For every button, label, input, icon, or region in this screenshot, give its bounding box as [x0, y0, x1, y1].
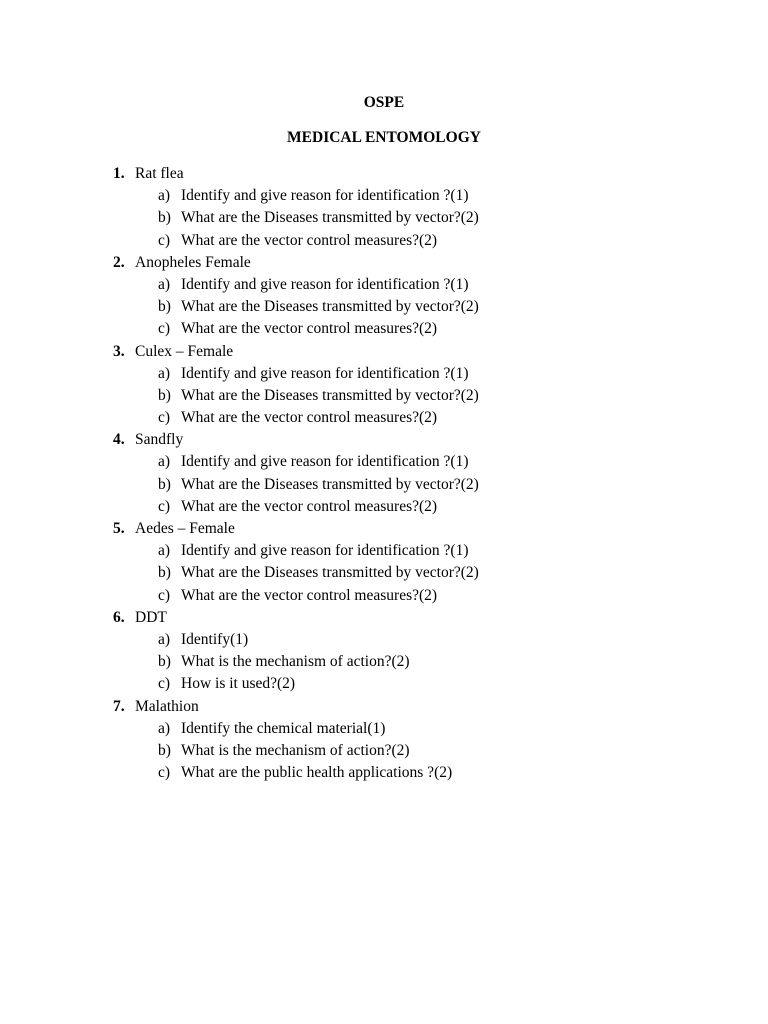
- subquestion-letter: a): [158, 187, 171, 205]
- subquestion-letter: a): [158, 719, 171, 737]
- subquestion-text: What are the Diseases transmitted by vector?(2): [181, 386, 479, 404]
- question-number: 4.: [113, 431, 125, 449]
- subquestion-text: Identify and give reason for identification ?(1): [181, 542, 469, 560]
- subquestion-letter: c): [158, 231, 171, 249]
- subquestion-item: [158, 474, 479, 496]
- subquestion-text: What are the vector control measures?(2): [181, 409, 438, 427]
- question-heading: [113, 518, 479, 540]
- question-item: [113, 341, 479, 430]
- subquestion-text: What are the vector control measures?(2): [181, 497, 438, 515]
- subquestion-text: Identify(1): [181, 630, 249, 648]
- question-item: [113, 163, 479, 252]
- question-title: DDT: [135, 608, 167, 626]
- subquestion-item: [158, 296, 479, 318]
- question-title: Malathion: [135, 697, 199, 715]
- subquestion-letter: b): [158, 564, 171, 582]
- subquestion-item: [158, 185, 479, 207]
- subquestion-letter: b): [158, 386, 171, 404]
- question-heading: [113, 607, 479, 629]
- subquestion-text: What are the vector control measures?(2): [181, 231, 438, 249]
- subquestion-item: [158, 451, 479, 473]
- subquestion-item: [158, 585, 479, 607]
- question-list: [113, 163, 479, 784]
- subquestion-list: [113, 185, 479, 252]
- subquestion-list: [113, 363, 479, 430]
- subquestion-text: Identify and give reason for identification ?(1): [181, 187, 469, 205]
- subquestion-item: [158, 407, 479, 429]
- subquestion-letter: b): [158, 653, 171, 671]
- subquestion-text: What are the vector control measures?(2): [181, 320, 438, 338]
- question-number: 7.: [113, 697, 125, 715]
- subquestion-item: [158, 230, 479, 252]
- subquestion-text: Identify and give reason for identification ?(1): [181, 364, 469, 382]
- subquestion-text: Identify and give reason for identification ?(1): [181, 275, 469, 293]
- question-heading: [113, 696, 479, 718]
- subquestion-letter: c): [158, 764, 171, 782]
- subquestion-item: [158, 540, 479, 562]
- subquestion-text: What are the Diseases transmitted by vector?(2): [181, 475, 479, 493]
- subquestion-item: [158, 363, 479, 385]
- subquestion-list: [113, 274, 479, 341]
- subquestion-list: [113, 451, 479, 518]
- question-title: Aedes – Female: [135, 520, 235, 537]
- question-heading: [113, 252, 479, 274]
- question-heading: [113, 163, 479, 185]
- subquestion-letter: a): [158, 630, 171, 648]
- subquestion-item: [158, 385, 479, 407]
- subquestion-text: Identify and give reason for identification ?(1): [181, 453, 469, 471]
- subquestion-letter: b): [158, 209, 171, 227]
- question-item: [113, 607, 479, 696]
- subquestion-letter: c): [158, 409, 171, 427]
- question-number: 3.: [113, 342, 125, 360]
- subquestion-text: How is it used?(2): [181, 675, 296, 693]
- subquestion-letter: b): [158, 741, 171, 759]
- document-title: OSPE: [363, 94, 405, 111]
- subquestion-item: [158, 740, 479, 762]
- subquestion-text: What are the public health applications ?(2): [181, 764, 453, 782]
- document-subtitle: MEDICAL ENTOMOLOGY: [287, 129, 481, 146]
- question-number: 2.: [113, 253, 125, 271]
- subquestion-text: What is the mechanism of action?(2): [181, 653, 410, 671]
- subquestion-list: [113, 540, 479, 607]
- question-item: [113, 252, 479, 341]
- subquestion-letter: a): [158, 453, 171, 471]
- subquestion-item: [158, 673, 479, 695]
- subquestion-item: [158, 207, 479, 229]
- question-number: 6.: [113, 608, 125, 626]
- subquestion-text: What are the Diseases transmitted by vector?(2): [181, 564, 479, 582]
- subquestion-letter: a): [158, 275, 171, 293]
- subquestion-text: What is the mechanism of action?(2): [181, 741, 410, 759]
- question-heading: [113, 429, 479, 451]
- subquestion-text: What are the vector control measures?(2): [181, 586, 438, 604]
- subquestion-text: What are the Diseases transmitted by vector?(2): [181, 209, 479, 227]
- subquestion-text: What are the Diseases transmitted by vector?(2): [181, 298, 479, 316]
- subquestion-letter: c): [158, 586, 171, 604]
- question-item: [113, 696, 479, 785]
- subquestion-item: [158, 318, 479, 340]
- subquestion-item: [158, 629, 479, 651]
- subquestion-letter: b): [158, 475, 171, 493]
- question-title: Rat flea: [135, 165, 184, 182]
- subquestion-letter: c): [158, 675, 171, 693]
- subquestion-list: [113, 718, 479, 785]
- subquestion-item: [158, 274, 479, 296]
- question-item: [113, 429, 479, 518]
- question-item: [113, 518, 479, 607]
- subquestion-item: [158, 562, 479, 584]
- subquestion-letter: c): [158, 497, 171, 515]
- question-heading: [113, 341, 479, 363]
- subquestion-letter: b): [158, 298, 171, 316]
- subquestion-item: [158, 718, 479, 740]
- subquestion-item: [158, 651, 479, 673]
- subquestion-item: [158, 762, 479, 784]
- subquestion-list: [113, 629, 479, 696]
- subquestion-letter: c): [158, 320, 171, 338]
- subquestion-item: [158, 496, 479, 518]
- question-title: Sandfly: [135, 431, 184, 449]
- subquestion-letter: a): [158, 364, 171, 382]
- subquestion-letter: a): [158, 542, 171, 560]
- subquestion-text: Identify the chemical material(1): [181, 719, 386, 737]
- question-number: 5.: [113, 520, 125, 537]
- question-title: Anopheles Female: [135, 253, 251, 271]
- question-title: Culex – Female: [135, 342, 234, 360]
- question-number: 1.: [113, 165, 125, 182]
